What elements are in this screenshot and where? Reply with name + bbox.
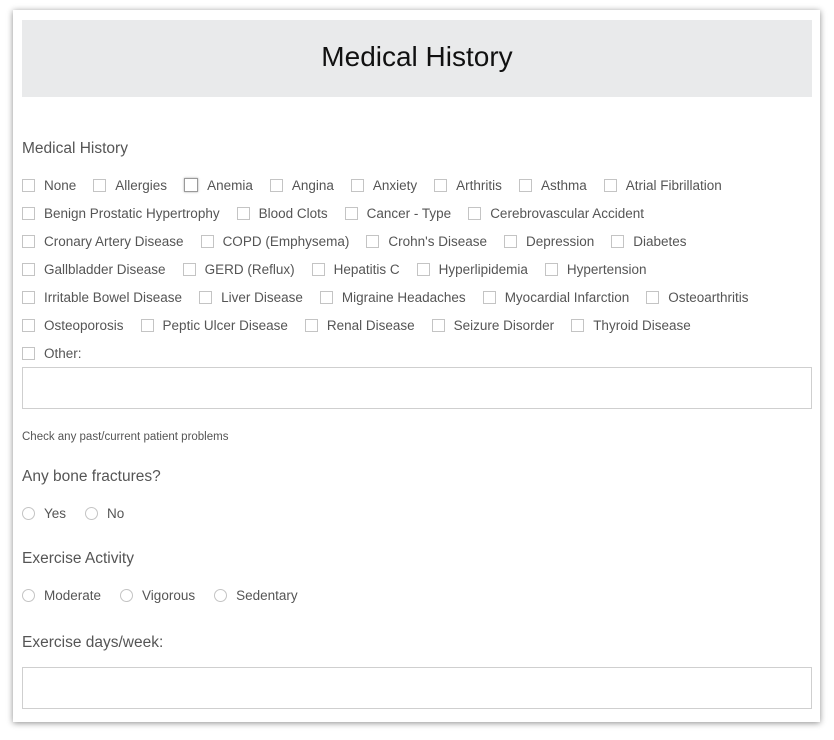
checkbox[interactable] [22, 179, 35, 192]
checkbox[interactable] [646, 291, 659, 304]
checkbox[interactable] [320, 291, 333, 304]
checkbox-label: Hyperlipidemia [438, 261, 528, 277]
checkbox-option-cancer-type[interactable] [345, 206, 452, 221]
checkbox-option-allergies[interactable] [93, 178, 167, 193]
checkbox[interactable] [504, 235, 517, 248]
checkbox[interactable] [183, 263, 196, 276]
checkbox[interactable] [199, 291, 212, 304]
checkbox-option-none[interactable] [22, 178, 76, 193]
checkbox[interactable] [468, 207, 481, 220]
checkbox-label: Arthritis [456, 177, 502, 193]
checkbox-label: None [44, 177, 77, 193]
checkbox[interactable] [366, 235, 379, 248]
checkbox-option-diabetes[interactable] [611, 234, 686, 249]
checkbox-label: Irritable Bowel Disease [44, 289, 183, 305]
exercise-days-label: Exercise days/week: [22, 634, 164, 651]
checkbox-option-seizure-disorder[interactable] [432, 318, 555, 333]
checkbox-label: Diabetes [633, 233, 687, 249]
checkbox-label: Cancer - Type [366, 205, 452, 221]
form-header [22, 20, 812, 97]
checkbox-label: Osteoarthritis [668, 289, 749, 305]
checkbox[interactable] [545, 263, 558, 276]
checkbox[interactable] [270, 179, 283, 192]
checkbox-option-hepatitis-c[interactable] [312, 262, 400, 277]
checkbox[interactable] [237, 207, 250, 220]
checkbox-option-gerd-reflux[interactable] [183, 262, 295, 277]
radio-option-sedentary[interactable] [214, 588, 298, 603]
checkbox-row-3 [22, 231, 704, 251]
checkbox-row-6 [22, 315, 708, 335]
form-card [13, 10, 820, 722]
checkbox-label: Blood Clots [258, 205, 328, 221]
checkbox-row-2 [22, 203, 661, 223]
checkbox-label: Peptic Ulcer Disease [162, 317, 288, 333]
checkbox-option-osteoarthritis[interactable] [646, 290, 748, 305]
checkbox-option-benign-prostatic-hypertrophy[interactable] [22, 206, 220, 221]
checkbox-option-cerebrovascular-accident[interactable] [468, 206, 644, 221]
checkbox-label: Migraine Headaches [341, 289, 466, 305]
checkbox[interactable] [22, 319, 35, 332]
exercise-activity-radio-group [22, 585, 317, 605]
other-condition-input[interactable] [22, 367, 812, 409]
checkbox-label: Anxiety [372, 177, 418, 193]
checkbox-option-anemia[interactable] [184, 178, 253, 193]
radio-option-yes[interactable] [22, 506, 66, 521]
checkbox-option-hypertension[interactable] [545, 262, 647, 277]
checkbox-label: Depression [525, 233, 595, 249]
checkbox[interactable] [345, 207, 358, 220]
checkbox-row-7 [22, 343, 99, 363]
checkbox-option-other[interactable] [22, 346, 82, 361]
checkbox-label: Gallbladder Disease [44, 261, 166, 277]
checkbox-label: COPD (Emphysema) [222, 233, 350, 249]
radio-option-vigorous[interactable] [120, 588, 195, 603]
checkbox-label: Thyroid Disease [593, 317, 691, 333]
checkbox-option-arthritis[interactable] [434, 178, 502, 193]
checkbox-option-migraine-headaches[interactable] [320, 290, 466, 305]
checkbox[interactable] [312, 263, 325, 276]
checkbox-label: Cronary Artery Disease [44, 233, 184, 249]
checkbox-option-gallbladder-disease[interactable] [22, 262, 166, 277]
checkbox-option-irritable-bowel-disease[interactable] [22, 290, 182, 305]
checkbox[interactable] [22, 263, 35, 276]
checkbox-row-4 [22, 259, 663, 279]
checkbox-label: Benign Prostatic Hypertrophy [44, 205, 220, 221]
checkbox-label: Anemia [207, 177, 253, 193]
checkbox[interactable] [571, 319, 584, 332]
radio-label: Moderate [44, 587, 102, 603]
checkbox-label: Angina [291, 177, 334, 193]
checkbox-label: Allergies [115, 177, 168, 193]
bone-fractures-radio-group [22, 503, 143, 523]
checkbox[interactable] [417, 263, 430, 276]
checkbox[interactable] [201, 235, 214, 248]
checkbox-option-cronary-artery-disease[interactable] [22, 234, 184, 249]
checkbox-option-thyroid-disease[interactable] [571, 318, 691, 333]
checkbox[interactable] [22, 207, 35, 220]
checkbox-label: Myocardial Infarction [504, 289, 630, 305]
checkbox-row-5 [22, 287, 766, 307]
checkbox[interactable] [184, 178, 198, 192]
radio-button[interactable] [214, 589, 227, 602]
checkbox[interactable] [519, 179, 532, 192]
checkbox[interactable] [604, 179, 617, 192]
checkbox-label: Renal Disease [326, 317, 415, 333]
radio-button[interactable] [85, 507, 98, 520]
checkbox-label: Seizure Disorder [453, 317, 555, 333]
checkbox[interactable] [351, 179, 364, 192]
checkbox-option-osteoporosis[interactable] [22, 318, 124, 333]
checkbox-option-asthma[interactable] [519, 178, 587, 193]
checkbox-option-hyperlipidemia[interactable] [417, 262, 528, 277]
checkbox-label: Other: [44, 345, 82, 361]
medical-history-label: Medical History [22, 140, 128, 157]
checkbox-label: Osteoporosis [44, 317, 124, 333]
checkbox-label: Hypertension [566, 261, 647, 277]
radio-label: Vigorous [142, 587, 196, 603]
checkbox[interactable] [434, 179, 447, 192]
checkbox-label: Asthma [540, 177, 587, 193]
radio-option-no[interactable] [85, 506, 124, 521]
checkbox[interactable] [22, 347, 35, 360]
exercise-activity-label: Exercise Activity [22, 550, 134, 567]
checkbox[interactable] [141, 319, 154, 332]
checkbox-label: Liver Disease [221, 289, 303, 305]
radio-label: No [107, 505, 125, 521]
radio-option-moderate[interactable] [22, 588, 101, 603]
bone-fractures-label: Any bone fractures? [22, 468, 161, 485]
checkbox-option-myocardial-infarction[interactable] [483, 290, 630, 305]
checkbox-option-peptic-ulcer-disease[interactable] [141, 318, 288, 333]
exercise-days-input[interactable] [22, 667, 812, 709]
checkbox-option-atrial-fibrillation[interactable] [604, 178, 722, 193]
checkbox-option-crohn-s-disease[interactable] [366, 234, 487, 249]
checkbox[interactable] [22, 235, 35, 248]
checkbox-option-angina[interactable] [270, 178, 334, 193]
checkbox-label: Cerebrovascular Accident [490, 205, 645, 221]
checkbox-label: Atrial Fibrillation [625, 177, 722, 193]
checkbox[interactable] [305, 319, 318, 332]
radio-button[interactable] [22, 589, 35, 602]
checkbox-option-blood-clots[interactable] [237, 206, 328, 221]
helper-text: Check any past/current patient problems [22, 431, 229, 443]
checkbox-option-copd-emphysema[interactable] [201, 234, 350, 249]
checkbox-label: GERD (Reflux) [204, 261, 295, 277]
checkbox-row-1 [22, 175, 739, 195]
checkbox-label: Crohn's Disease [388, 233, 487, 249]
checkbox[interactable] [93, 179, 106, 192]
page-title: Medical History [321, 40, 513, 72]
radio-label: Yes [44, 505, 67, 521]
radio-label: Sedentary [236, 587, 298, 603]
checkbox[interactable] [432, 319, 445, 332]
checkbox-option-anxiety[interactable] [351, 178, 417, 193]
radio-button[interactable] [120, 589, 133, 602]
checkbox-label: Hepatitis C [333, 261, 400, 277]
checkbox-option-renal-disease[interactable] [305, 318, 415, 333]
checkbox-option-depression[interactable] [504, 234, 594, 249]
checkbox[interactable] [611, 235, 624, 248]
checkbox[interactable] [483, 291, 496, 304]
checkbox[interactable] [22, 291, 35, 304]
radio-button[interactable] [22, 507, 35, 520]
checkbox-option-liver-disease[interactable] [199, 290, 303, 305]
